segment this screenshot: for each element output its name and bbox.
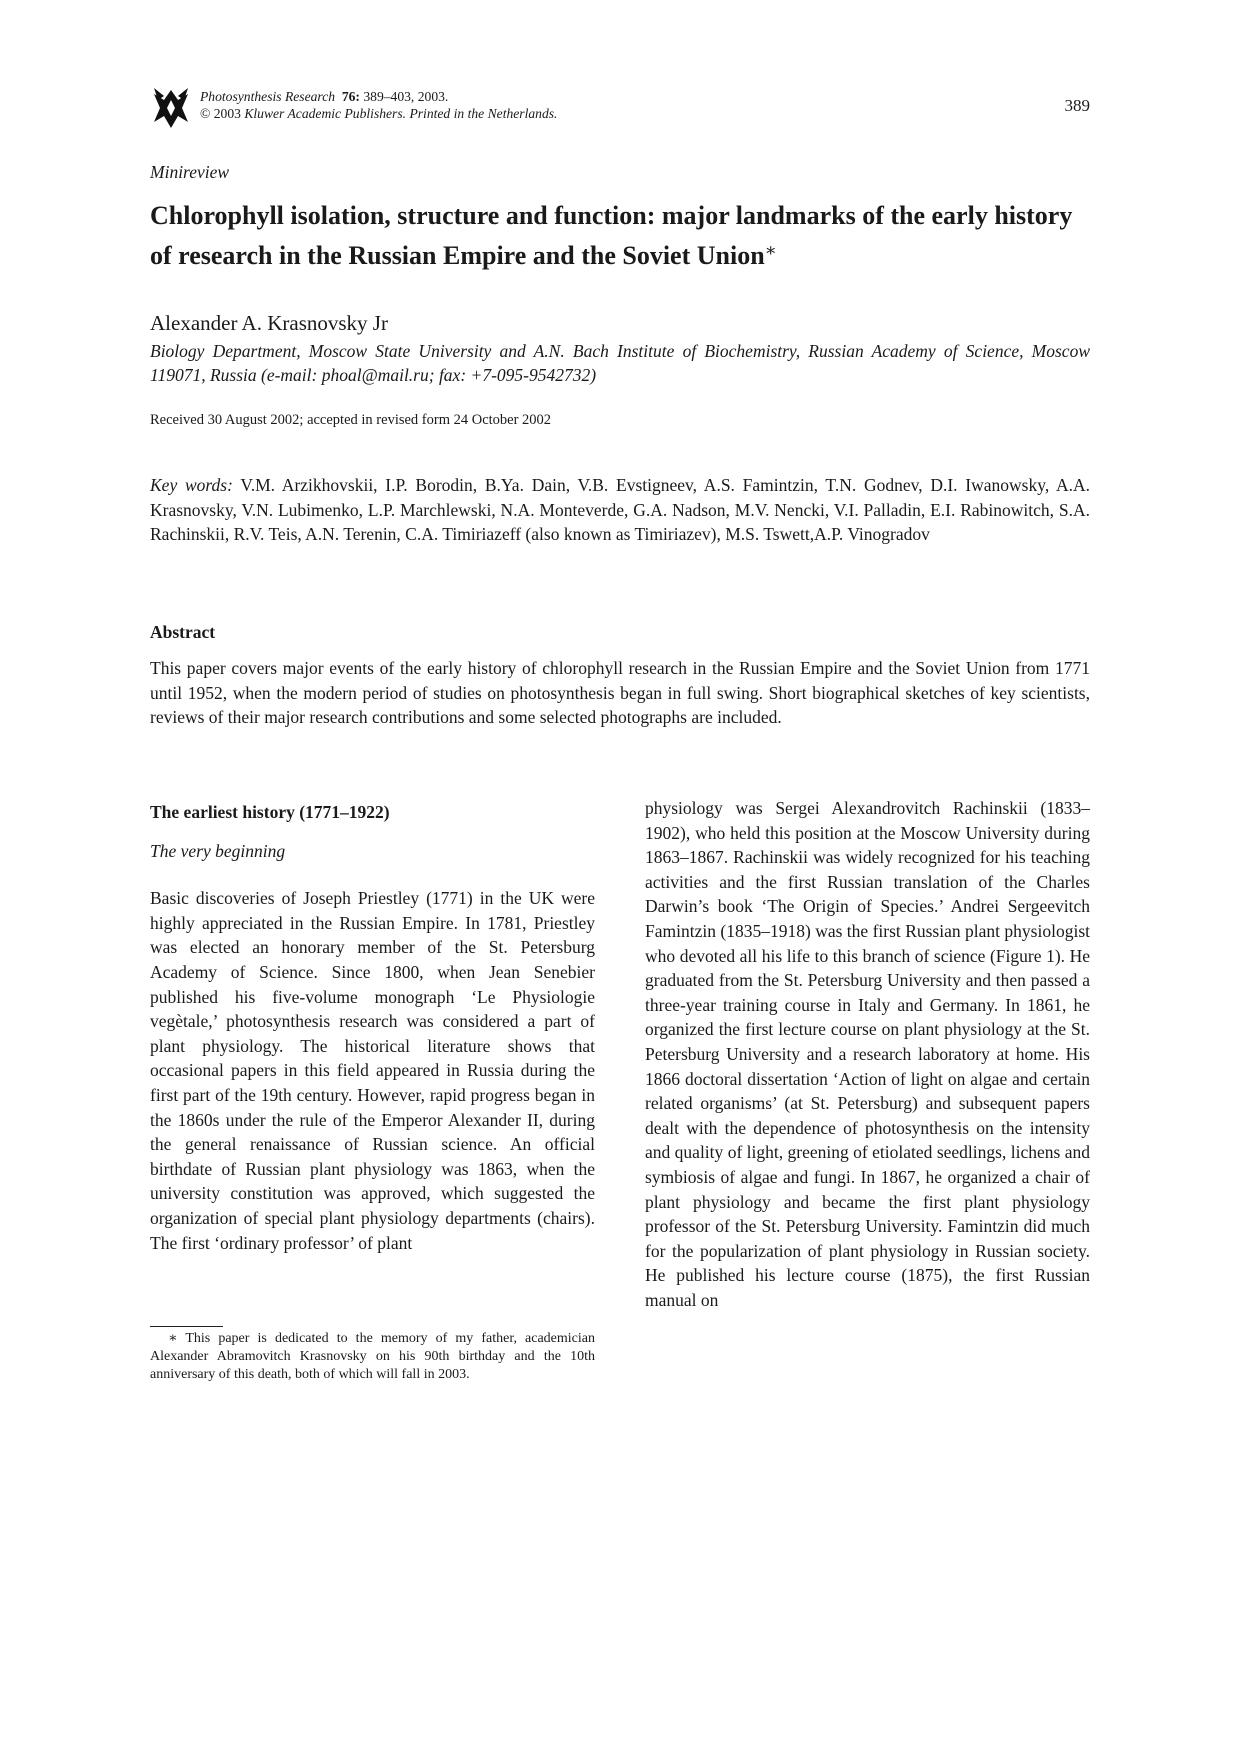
journal-header <box>150 84 1090 134</box>
article-type: Minireview <box>150 162 230 182</box>
keywords-list: V.M. Arzikhovskii, I.P. Borodin, B.Ya. Dain, V.B. Evstigneev, A.S. Famintzin, T.N. Godnev, D.I. Iwanowsky, A.A. Krasnovsky, V.N. Lubimenko, L.P. Marchlewski, N.A. Monteverde, G.A. Nadson, M.V. Nencki, V.I. Palladin, E.I. Rabinowitch, S.A. Rachinskii, R.V. Teis, A.N. Terenin, C.A. Timiriazeff (also known as Timiriazev), M.S. Tswett,A.P. Vinogradov <box>150 475 1090 544</box>
received-dates: Received 30 August 2002; accepted in revised form 24 October 2002 <box>150 412 552 428</box>
journal-citation <box>200 88 557 122</box>
author-name: Alexander A. Krasnovsky Jr <box>150 311 388 335</box>
body-paragraph-right: physiology was Sergei Alexandrovitch Rachinskii (1833–1902), who held this position at the Moscow University during 1863–1867. Rachinskii was widely recognized for his teaching activities and the first Russian translation of the Charles Darwin’s book ‘The Origin of Species.’ Andrei Sergeevitch Famintzin (1835–1918) was the first Russian plant physiologist who devoted all his life to this branch of science (Figure 1). He graduated from the St. Petersburg University and then passed a three-year training course in Italy and Germany. In 1861, he organized the first lecture course on plant physiology at the St. Petersburg University and a research laboratory at home. His 1866 doctoral dissertation ‘Action of light on algae and certain related organisms’ (at St. Petersburg) and subsequent papers dealt with the dependence of photosynthesis on the intensity and quality of light, greening of etiolated seedlings, lichens and symbiosis of algae and fungi. In 1867, he organized a chair of plant physiology and became the first plant physiology professor of the St. Petersburg University. Famintzin did much for the popularization of plant physiology in Russian society. He published his lecture course (1875), the first Russian manual on <box>645 798 1090 1310</box>
left-column <box>150 800 595 1255</box>
journal-pages-year: 389–403, 2003. <box>359 89 449 104</box>
article-title <box>150 199 1090 273</box>
keywords <box>150 473 1090 547</box>
footnote-divider <box>150 1326 223 1327</box>
publisher-logo-icon <box>152 86 190 130</box>
abstract-text: This paper covers major events of the early history of chlorophyll research in the Russian Empire and the Soviet Union from 1771 until 1952, when the modern period of studies on photosynthesis began in full swing. Short biographical sketches of key scientists, reviews of their major research contributions and some selected photographs are included. <box>150 658 1090 727</box>
copyright-line: © 2003 <box>200 106 245 121</box>
printed-location: Printed in the Netherlands. <box>406 106 558 121</box>
abstract-heading: Abstract <box>150 622 216 642</box>
keywords-label: Key words: <box>150 475 233 495</box>
footnote <box>150 1330 595 1384</box>
footnote-marker: ∗ <box>168 1331 178 1346</box>
publisher-name: Kluwer Academic Publishers. <box>244 106 407 121</box>
footnote-text: This paper is dedicated to the memory of my father, academician Alexander Abramovitch Krasnovsky on his 90th birthday and the 10th anniversary of this death, both of which will fall in 2003. <box>150 1331 595 1382</box>
article-title-text: Chlorophyll isolation, structure and function: major landmarks of the early history of research in the Russian Empire and the Soviet Union <box>150 201 1073 270</box>
page-number: 389 <box>1064 96 1090 115</box>
section-heading: The earliest history (1771–1922) <box>150 802 390 822</box>
body-paragraph-left: Basic discoveries of Joseph Priestley (1771) in the UK were highly appreciated in the Russian Empire. In 1781, Priestley was elected an honorary member of the St. Petersburg Academy of Science. Since 1800, when Jean Senebier published his five-volume monograph ‘Le Physiologie vegètale,’ photosynthesis research was considered a part of plant physiology. The historical literature shows that occasional papers in this field appeared in Russia during the first part of the 19th century. However, rapid progress began in the 1860s under the rule of the Emperor Alexander II, during the general renaissance of Russian science. An official birthdate of Russian plant physiology was 1863, when the university constitution was approved, which suggested the organization of special plant physiology departments (chairs). The first ‘ordinary professor’ of plant <box>150 888 595 1253</box>
journal-name: Photosynthesis Research <box>200 89 336 104</box>
right-column <box>645 796 1090 1312</box>
paper-page <box>150 0 1090 1755</box>
journal-volume: 76: <box>341 89 360 104</box>
author-affiliation: Biology Department, Moscow State University and A.N. Bach Institute of Biochemistry, Russian Academy of Science, Moscow 119071, Russia (e-mail: phoal@mail.ru; fax: +7-095-9542732) <box>150 341 1090 385</box>
title-footnote-marker: ∗ <box>764 240 777 260</box>
subsection-heading: The very beginning <box>150 840 286 861</box>
